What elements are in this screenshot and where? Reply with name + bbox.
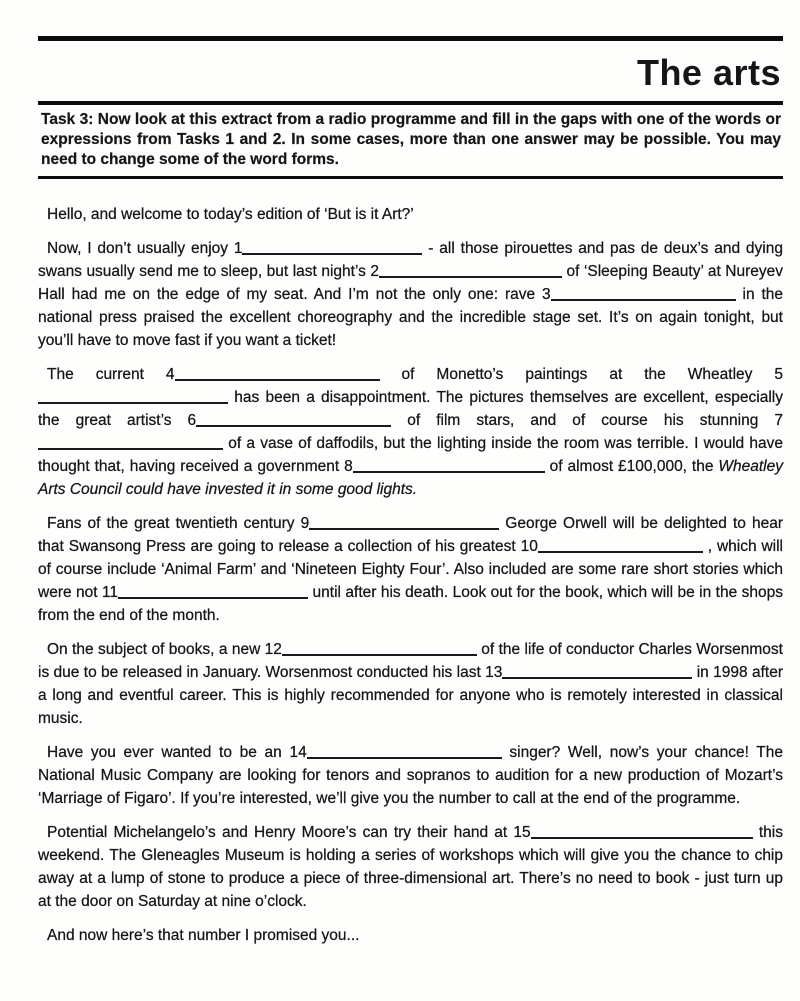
gap-blank-6 [196,413,391,427]
text-run: singer? Well, now’s your chance! The National Music Company are looking for tenors and sopranos to audition for a new production of Mozart’s ‘Marriage of Figaro’. If you’re interested, we’ll give you the number to call at the end of the programme. [38,744,783,807]
text-run: And now here’s that number I promised you... [47,927,360,944]
text-run: until after his death. Look out for the book, which will be in the shops from the end of the month. [38,584,784,624]
text-run: On the subject of books, a new 12 [47,641,282,658]
text-run: in 1998 after a long and eventful career. This is highly recommended for anyone who is remotely interested in classical music. [38,664,784,727]
gap-blank-3 [551,287,736,301]
text-run: Have you ever wanted to be an 14 [47,744,307,761]
text-run: Potential Michelangelo’s and Henry Moore’s can try their hand at 15 [47,824,531,841]
text-run: Hello, and welcome to today’s edition of ‘But is it Art?’ [47,206,414,223]
paragraph-7 [38,821,783,913]
text-run: of film stars, and of course his stunning 7 [391,412,784,429]
paragraph-5 [38,638,783,730]
gap-blank-1 [242,241,422,255]
text-run: has been a disappointment. The pictures themselves are excellent, especially the great artist’s 6 [38,389,783,429]
text-run: Now, I don’t usually enjoy 1 [47,240,243,257]
paragraph-1 [38,203,783,226]
text-run: of Monetto’s paintings at the Wheatley 5 [379,366,783,383]
task-box [38,101,783,179]
text-run: George Orwell will be delighted to hear that Swansong Press are going to release a collection of his greatest 10 [38,515,783,555]
text-run: of ‘Sleeping Beauty’ at Nureyev Hall had me on the edge of my seat. And I’m not the only one: rave 3 [38,263,784,303]
gap-blank-13 [502,665,692,679]
text-run: of a vase of daffodils, but the lighting inside the room was terrible. I would have thought that, having received a government 8 [38,435,783,475]
paragraph-8 [38,924,783,947]
text-run: , which will of course include ‘Animal Farm’ and ‘Nineteen Eighty Four’. Also included are some rare short stories which were not 11 [38,538,783,601]
radio-extract-text [38,203,783,947]
gap-blank-9 [309,516,499,530]
gap-blank-15 [531,825,753,839]
gap-blank-14 [307,745,502,759]
text-run: Fans of the great twentieth century 9 [47,515,310,532]
text-run: of almost £100,000, the [544,458,719,475]
gap-blank-12 [282,642,477,656]
paragraph-3 [38,363,783,501]
page-title: The arts [636,52,781,93]
text-run: in the national press praised the excellent choreography and the incredible stage set. It’s on again tonight, but you’ll have to move fast if you want a ticket! [38,286,783,349]
text-run: this weekend. The Gleneagles Museum is holding a series of workshops which will give you the chance to chip away at a lump of stone to produce a piece of three-dimensional art. There’s no need to book - just turn up at the door on Saturday at nine o’clock. [38,824,783,910]
text-run: - all those pirouettes and pas de deux’s and dying swans usually send me to sleep, but last night’s 2 [38,240,783,280]
gap-blank-4 [175,367,380,381]
gap-blank-11 [118,585,308,599]
task-instructions: Task 3: Now look at this extract from a radio programme and fill in the gaps with one of the words or expressions from Tasks 1 and 2. In some cases, more than one answer may be possible. You may need to change some of the word forms. [41,111,781,168]
top-rule [38,36,783,41]
text-run: of the life of conductor Charles Worsenmost is due to be released in January. Worsenmost conducted his last 13 [38,641,783,681]
text-run: The current 4 [47,366,175,383]
italic-text-run: Wheatley Arts Council could have invested it in some good lights. [38,458,783,498]
gap-blank-2 [379,264,562,278]
gap-blank-10 [538,539,703,553]
gap-blank-8 [353,459,545,473]
paragraph-6 [38,741,783,810]
gap-blank-5 [38,390,228,404]
paragraph-2 [38,237,783,352]
paragraph-4 [38,512,783,627]
gap-blank-7 [38,436,223,450]
